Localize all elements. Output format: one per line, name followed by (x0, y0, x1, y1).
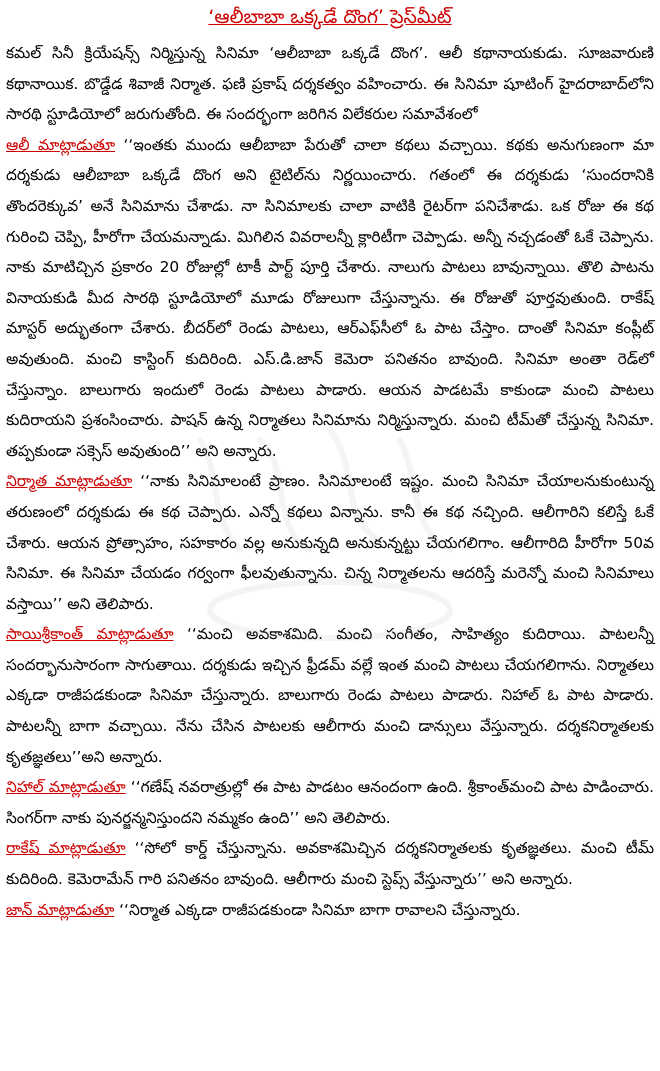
speaker-label[interactable]: జాన్ మాట్లాడుతూ (6, 900, 115, 919)
speaker-label[interactable]: ఆలీ మాట్లాడుతూ (6, 135, 116, 154)
quote-paragraph-rakesh (6, 833, 654, 894)
quote-paragraph-john (6, 895, 654, 926)
speaker-label[interactable]: సాయిశ్రీకాంత్ మాట్లాడుతూ (6, 625, 174, 644)
speaker-label[interactable]: నిర్మాత మాట్లాడుతూ (6, 472, 133, 491)
intro-paragraph: కమల్ సినీ క్రియేషన్స్ నిర్మిస్తున్న సినిమా ‘ఆలీబాబా ఒక్కడే దొంగ’. ఆలీ కథానాయకుడు. సూజవారుణి కథానాయిక. బొడ్డేడ శివాజీ నిర్మాత. ఫణి ప్రకాష్ దర్శకత్వం వహించారు. ఈ సినిమా షూటింగ్ హైదరాబాద్‌లోని సారథి స్టూడియోలో జరుగుతోంది. ఈ సందర్భంగా జరిగిన విలేకరుల సమావేశంలో (6, 44, 654, 124)
speaker-label[interactable]: నిహాల్ మాట్లాడుతూ (6, 778, 126, 797)
quote-paragraph-ali (6, 130, 654, 467)
article-title: ‘ఆలీబాబా ఒక్కడే దొంగ’ ప్రెస్‌మీట్ (208, 6, 452, 28)
quote-text: ‘‘నిర్మాత ఎక్కడా రాజీపడకుండా సినిమా బాగా రావాలని చేస్తున్నారు. (114, 900, 521, 919)
quote-text: ‘‘నాకు సినిమాలంటే ప్రాణం. సినిమాలంటే ఇష్టం. మంచి సినిమా చేయాలనుకుంటున్న తరుణంలో దర్శకుడు ఈ కథ చెప్పారు. ఎన్నో కథలు విన్నాను. కానీ ఈ కథ నచ్చింది. ఆలీగారిని కలిస్తే ఓకే చేశారు. ఆయన ప్రోత్సాహం, సహకారం వల్ల అనుకున్నది అనుకున్నట్టు చేయగలిగాం. ఆలీగారిది హీరోగా 50వ సినిమా. ఈ సినిమా చేయడం గర్వంగా ఫీలవుతున్నాను. చిన్న నిర్మాతలను ఆదరిస్తే మరెన్నో మంచి సినిమాలు వస్తాయి’’ అని తెలిపారు. (6, 472, 654, 613)
quote-text: ‘‘గణేష్ నవరాత్రుల్లో ఈ పాట పాడటం ఆనందంగా ఉంది. శ్రీకాంత్‌మంచి పాట పాడించారు. సింగర్‌గా నాకు పునర్జన్మనిస్తుందని నమ్మకం ఉంది’’ అని తెలిపారు. (6, 778, 654, 827)
quote-text: ‘‘ఇంతకు ముందు ఆలీబాబా పేరుతో చాలా కథలు వచ్చాయి. కథకు అనుగుణంగా మా దర్శకుడు ఆలీబాబా ఒక్కడే దొంగ అని టైటిల్‌ను నిర్ణయించారు. గతంలో ఈ దర్శకుడు ‘సుందరానికి తొందరెక్కువ’ అనే సినిమాను చేశాడు. నా సినిమాలకు చాలా వాటికి రైటర్‌గా పనిచేశాడు. ఒక రోజు ఈ కథ గురించి చెప్పి, హీరోగా చేయమన్నాడు. మిగిలిన వివరాలన్నీ క్లారిటీగా చెప్పాడు. అన్నీ నచ్చడంతో ఓకే చెప్పాను. నాకు మాటిచ్చిన ప్రకారం 20 రోజుల్లో టాకీ పార్ట్ పూర్తి చేశారు. నాలుగు పాటలు బావున్నాయి. తొలి పాటను వినాయకుడి మీద సారథి స్టూడియోలో మూడు రోజులుగా చేస్తున్నాను. ఈ రోజుతో పూర్తవుతుంది. రాకేష్ మాస్టర్ అద్భుతంగా చేశారు. బీదర్‌లో రెండు పాటలు, ఆర్‌ఎఫ్‌సీలో ఓ పాట చేస్తాం. దాంతో సినిమా కంప్లీట్ అవుతుంది. మంచి కాస్టింగ్ కుదిరింది. ఎస్.డి.జాన్ కెమెరా పనితనం బావుంది. సినిమా అంతా రెడ్‌లో చేస్తున్నాం. బాలుగారు ఇందులో రెండు పాటలు పాడారు. ఆయన పాడటమే కాకుండా మంచి పాటలు కుదిరాయని ప్రశంసించారు. పాషన్ ఉన్న నిర్మాతలు సినిమాను నిర్మిస్తున్నారు. మంచి టీమ్‌తో చేస్తున్న సినిమా. తప్పకుండా సక్సెస్ అవుతుంది’’ అని అన్నారు. (6, 135, 655, 460)
quote-paragraph-saisrikanth (6, 619, 654, 772)
quote-paragraph-nihal (6, 772, 654, 833)
quote-text: ‘‘మంచి అవకాశమిది. మంచి సంగీతం, సాహిత్యం కుదిరాయి. పాటలన్నీ సందర్భానుసారంగా సాగుతాయి. దర్శకుడు ఇచ్చిన ఫ్రీడమ్ వల్లే ఇంత మంచి పాటలు చేయగలిగాను. నిర్మాతలు ఎక్కడా రాజీపడకుండా సినిమా చేస్తున్నారు. బాలుగారు రెండు పాటలు పాడారు. నిహాల్ ఓ పాట పాడారు. పాటలన్నీ బాగా వచ్చాయి. నేను చేసిన పాటలకు ఆలీగారు మంచి డాన్సులు వేస్తున్నారు. దర్శకనిర్మాతలకు కృతజ్ఞతలు’’అని అన్నారు. (6, 625, 655, 766)
quote-paragraph-producer (6, 466, 654, 619)
quote-text: ‘‘సోలో కార్డ్ చేస్తున్నాను. అవకాశమిచ్చిన దర్శకనిర్మాతలకు కృతజ్ఞతలు. మంచి టీమ్ కుదిరింది. కెమెరామేన్ గారి పనితనం బావుంది. ఆలీగారు మంచి స్టెప్స్ వేస్తున్నారు’’ అని అన్నారు. (6, 839, 654, 889)
speaker-label[interactable]: రాకేష్ మాట్లాడుతూ (6, 839, 126, 858)
